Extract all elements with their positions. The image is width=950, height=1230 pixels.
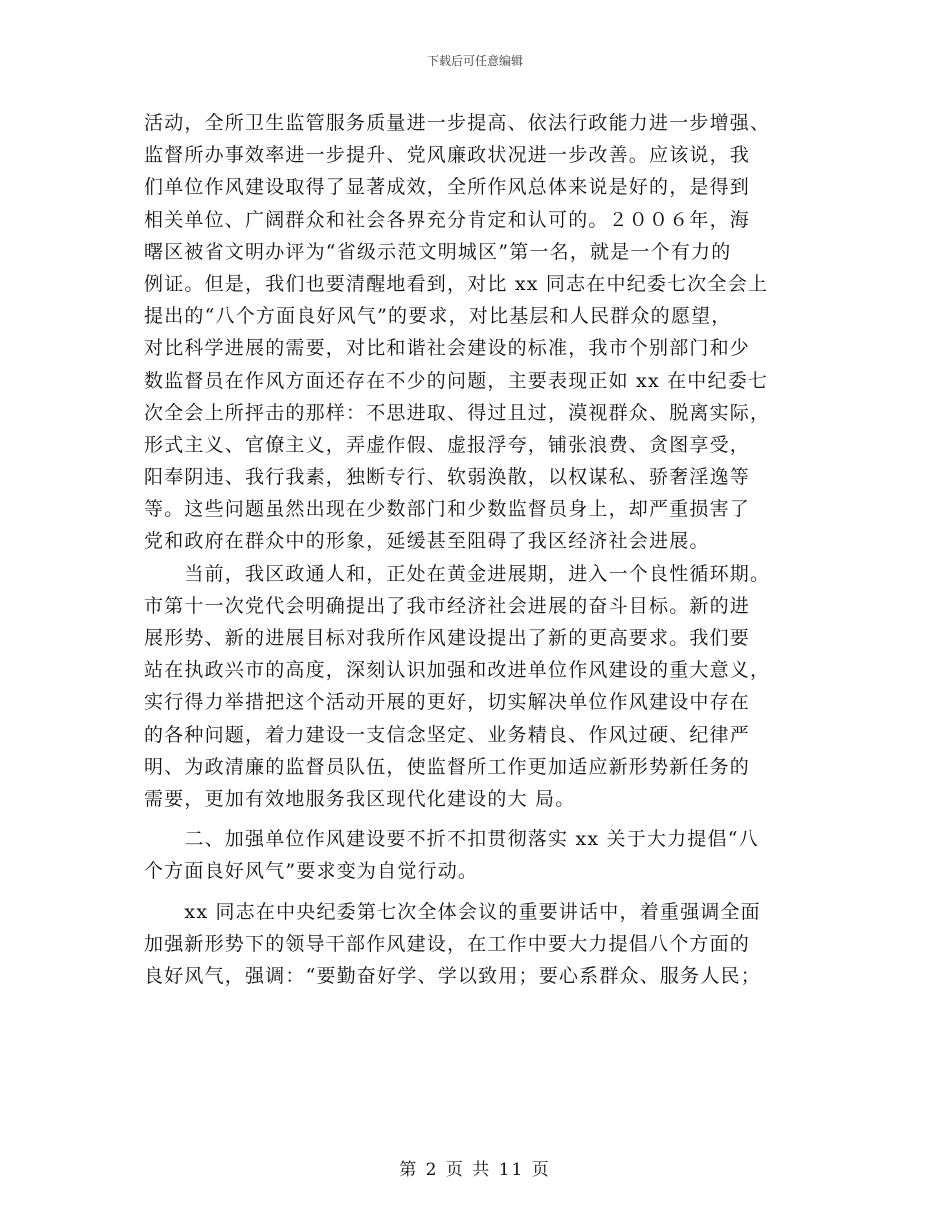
text-line: 展形势、新的进展目标对我所作风建设提出了新的更高要求。我们要	[144, 627, 751, 649]
text-line: 市第十一次党代会明确提出了我市经济社会进展的奋斗目标。新的进	[144, 594, 751, 617]
text-line: 站在执政兴市的高度，深刻认识加强和改进单位作风建设的重大意义，	[144, 659, 771, 682]
text-line: 们单位作风建设取得了显著成效，全所作风总体来说是好的，是得到	[144, 176, 751, 199]
text-line: 数监督员在作风方面还存在不少的问题，主要表现正如 xx 在中纪委七	[144, 369, 769, 392]
section-heading-line: 二、加强单位作风建设要不折不扣贯彻落实 xx 关于大力提倡“八	[144, 828, 759, 851]
text-line: 提出的“八个方面良好风气”的要求，对比基层和人民群众的愿望，	[144, 305, 732, 328]
text-line: 阳奉阴违、我行我素，独断专行、软弱涣散，以权谋私、骄奢淫逸等	[144, 466, 751, 489]
text-line: 等。这些问题虽然出现在少数部门和少数监督员身上，却严重损害了	[144, 498, 751, 521]
text-line: 需要，更加有效地服务我区现代化建设的大 局。	[144, 787, 576, 810]
text-line: 的各种问题，着力建设一支信念坚定、业务精良、作风过硬、纪律严	[144, 723, 751, 746]
text-line: 监督所办事效率进一步提升、党风廉政状况进一步改善。应该说，我	[144, 144, 751, 167]
text-line: 例证。但是，我们也要清醒地看到，对比 xx 同志在中纪委七次全会上	[144, 272, 769, 295]
section-heading-line: 个方面良好风气”要求变为自觉行动。	[144, 860, 479, 883]
paragraph-gap	[144, 888, 814, 896]
paragraph-first-line: 当前，我区政通人和，正处在黄金进展期，进入一个良性循环期。	[144, 562, 771, 585]
page-number: 第 2 页 共 11 页	[399, 1160, 551, 1180]
text-line: 良好风气，强调：“要勤奋好学、学以致用；要心系群众、服务人民；	[144, 964, 761, 987]
paragraph-gap	[144, 815, 814, 823]
text-line: 实行得力举措把这个活动开展的更好，切实解决单位作风建设中存在	[144, 691, 751, 714]
text-line: 相关单位、广阔群众和社会各界充分肯定和认可的。２００６年，海	[144, 208, 751, 231]
document-body	[144, 107, 814, 992]
text-line: 明、为政清廉的监督员队伍，使监督所工作更加适应新形势新任务的	[144, 755, 751, 778]
text-line: 活动，全所卫生监管服务质量进一步提高、依法行政能力进一步增强、	[144, 112, 771, 134]
paragraph-first-line: xx 同志在中央纪委第七次全体会议的重要讲话中，着重强调全面	[144, 900, 761, 923]
text-line: 对比科学进展的需要，对比和谐社会建设的标准，我市个别部门和少	[144, 337, 751, 360]
text-line: 次全会上所抨击的那样：不思进取、得过且过，漠视群众、脱离实际，	[144, 401, 771, 424]
text-line: 形式主义、官僚主义，弄虚作假、虚报浮夸，铺张浪费、贪图享受，	[144, 433, 751, 456]
text-line: 党和政府在群众中的形象，延缓甚至阻碍了我区经济社会进展。	[144, 530, 710, 553]
text-line: 曙区被省文明办评为“省级示范文明城区”第一名，就是一个有力的	[144, 240, 732, 263]
page-header-note: 下载后可任意编辑	[426, 54, 523, 68]
text-line: 加强新形势下的领导干部作风建设，在工作中要大力提倡八个方面的	[144, 932, 751, 955]
